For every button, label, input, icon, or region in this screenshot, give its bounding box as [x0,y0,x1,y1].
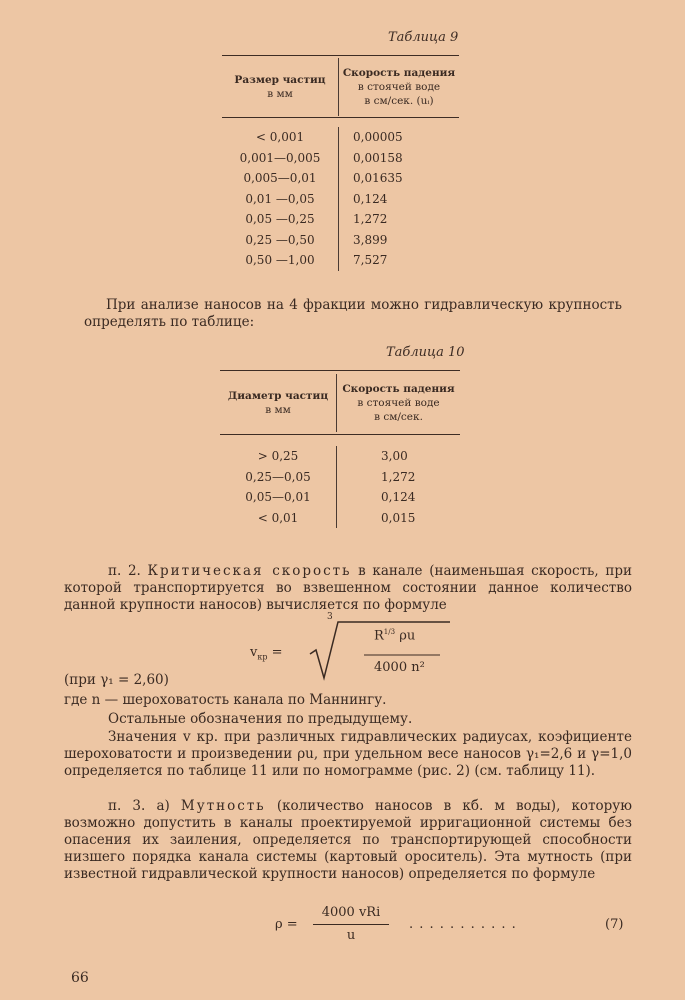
formula1-num-r: R [374,628,384,644]
section-3-lead: п. 3. а) [108,798,181,814]
formula2-leader-dots: . . . . . . . . . . . [409,917,517,932]
section-3-paragraph [64,798,632,883]
table10-col1-header [220,374,337,432]
table-cell: 0,00158 [339,148,460,169]
table-cell: 0,001—0,005 [239,150,321,165]
rest-notations-line: Остальные обозначения по предыдущему. [108,711,413,727]
page-number: 66 [71,970,89,986]
header-line: Скорость падения [342,383,455,395]
table10-col2-header [337,374,461,432]
section-3-term: Мутность [180,798,266,814]
formula2-lhs: ρ = [275,917,298,932]
header-line: Размер частиц [234,74,326,86]
table-row [222,250,459,271]
table-row [220,508,460,529]
table-cell: 0,00005 [339,127,460,148]
values-paragraph: Значения v кр. при различных гидравлических радиусах, коэфициенте шероховатости и произведении ρu, при удельном весе наносов γ₁=2,6 и γ=1,0 определяется по таблице 11 или по номограмме (рис. 2) (см. таблицу 11). [64,729,632,779]
formula1-lhs-sub: кр [257,652,268,662]
table-row [222,168,459,189]
formula1-lhs: $v_{кр}$ = [250,645,283,662]
section-2-lead: п. 2. [108,563,148,579]
formula1-numerator [374,628,415,643]
table-row [222,209,459,230]
table-cell: 0,01635 [339,168,460,189]
table-row [222,230,459,251]
header-line: в стоячей воде [357,397,440,409]
table-cell: 1,272 [337,467,461,488]
header-line: в см/сек. (uᵢ) [364,95,434,107]
table9-col1-header [222,58,339,116]
header-line: в мм [267,88,293,100]
table10-top-rule [220,370,460,371]
section-2-paragraph [64,563,632,614]
where-line: где n — шероховатость канала по Маннингу. [64,692,387,708]
table-cell: > 0,25 [257,449,299,464]
table-row [222,127,459,148]
section-2-text: в канале (наименьшая скорость, при которой транспортируется во взвешенном состоянии данное количество данной крупности наносов) вычисляется по формуле [64,563,632,613]
table-cell: 1,272 [339,209,460,230]
table10-body [220,446,460,528]
table-cell: 3,899 [339,230,460,251]
table-cell: 0,05 —0,25 [245,212,315,227]
table-cell: 0,01 —0,05 [245,191,315,206]
table-cell: < 0,01 [257,510,299,525]
formula1-denominator: 4000 n² [374,660,425,675]
table10-caption: Таблица 10 [386,345,465,360]
table9 [222,58,459,116]
table9-col2-header [339,58,460,116]
table9-header-rule [222,117,459,118]
intro-paragraph: При анализе наносов на 4 фракции можно гидравлическую крупность определять по таблице: [84,297,622,330]
formula2-numerator: 4000 vRi [321,905,381,920]
formula1-lhs-symbol: v [250,645,258,660]
table-row [222,148,459,169]
table-cell: 0,005—0,01 [243,171,317,186]
header-line: в см/сек. [374,411,423,423]
table-cell: 0,50 —1,00 [245,253,315,268]
table-cell: 0,124 [337,487,461,508]
header-line: в мм [265,404,291,416]
table-cell: 7,527 [339,250,460,271]
formula1-num-sup: 1/3 [383,628,396,636]
formula1-root-index: 3 [327,612,333,622]
formula1-num-rest: ρu [395,628,416,644]
header-line: Диаметр частиц [227,390,329,402]
table-row [220,467,460,488]
table-row [222,189,459,210]
table-cell: 0,124 [339,189,460,210]
table10-header-rule [220,434,460,435]
table9-body [222,127,459,271]
table-cell: 0,25 —0,50 [245,232,315,247]
formula2-equation-number: (7) [605,917,624,932]
table-cell: 0,25—0,05 [245,469,311,484]
table-row [220,487,460,508]
formula2-fraction-bar [313,924,389,925]
table10 [220,374,460,432]
table-cell: 0,05—0,01 [245,490,311,505]
table9-top-rule [222,55,459,56]
section-3-text: (количество наносов в кб. м воды), которую возможно допустить в каналы проектируемой ирригационной системы без опасения их заиления, определяется по транспортирующей способности низшего порядка канала системы (картовый ороситель). Эта мутность (при известной гидравлической крупности наносов) определяется по формуле [64,798,632,882]
header-line: Скорость падения [342,67,456,79]
table-cell: 0,015 [337,508,461,529]
critical-velocity-formula [250,612,450,682]
table9-caption: Таблица 9 [388,30,459,45]
formula2-denominator: u [346,928,356,943]
table-row [220,446,460,467]
header-line: в стоячей воде [357,81,441,93]
table-cell: 3,00 [337,446,461,467]
gamma-note: (при γ₁ = 2,60) [64,672,169,688]
table-cell: < 0,001 [255,130,305,145]
section-2-term: Критическая скорость [147,563,352,579]
turbidity-formula [275,905,635,945]
